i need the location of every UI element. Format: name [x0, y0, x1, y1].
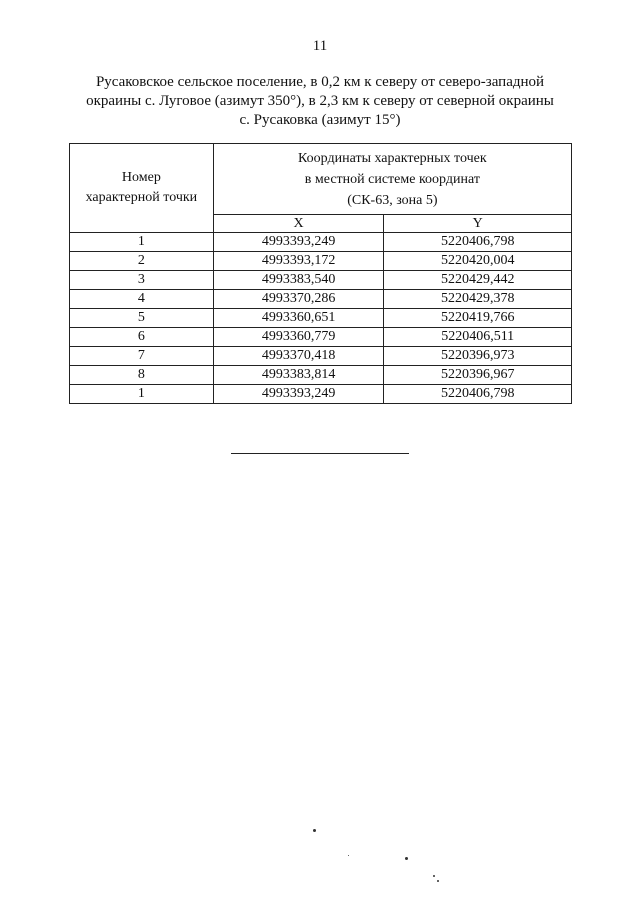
table-row: [70, 290, 572, 309]
y-cell: 5220396,973: [384, 347, 572, 366]
point-cell: 8: [70, 366, 214, 385]
coordinates-header: [213, 144, 571, 215]
table-row: [70, 252, 572, 271]
y-column-header: Y: [384, 215, 572, 233]
x-cell: 4993360,779: [213, 328, 384, 347]
coords-header-line-3: (СК-63, зона 5): [347, 192, 438, 208]
heading-line-1: Русаковское сельское поселение, в 0,2 км к северу от северо-западной: [95, 74, 545, 90]
scan-speck: [437, 880, 439, 882]
point-cell: 3: [70, 271, 214, 290]
point-header-line-1: Номер: [121, 170, 161, 185]
point-cell: 2: [70, 252, 214, 271]
point-cell: 7: [70, 347, 214, 366]
x-cell: 4993370,418: [213, 347, 384, 366]
point-cell: 1: [70, 385, 214, 404]
table-row: [70, 328, 572, 347]
y-cell: 5220420,004: [384, 252, 572, 271]
table-row: [70, 271, 572, 290]
x-cell: 4993383,540: [213, 271, 384, 290]
coords-header-line-2: в местной системе координат: [304, 171, 480, 187]
x-cell: 4993393,249: [213, 233, 384, 252]
x-column-header: X: [213, 215, 384, 233]
heading-line-3: с. Русаковка (азимут 15°): [239, 112, 401, 128]
point-number-header: [70, 144, 214, 233]
page-number: 11: [312, 38, 328, 54]
table-row: [70, 366, 572, 385]
y-cell: 5220429,442: [384, 271, 572, 290]
x-cell: 4993360,651: [213, 309, 384, 328]
x-cell: 4993370,286: [213, 290, 384, 309]
y-cell: 5220406,798: [384, 385, 572, 404]
point-cell: 6: [70, 328, 214, 347]
y-cell: 5220396,967: [384, 366, 572, 385]
y-cell: 5220406,511: [384, 328, 572, 347]
coords-header-line-1: Координаты характерных точек: [298, 150, 487, 166]
point-header-line-2: характерной точки: [85, 190, 198, 205]
table-row: [70, 347, 572, 366]
point-cell: 1: [70, 233, 214, 252]
scan-speck: [348, 855, 349, 856]
y-cell: 5220419,766: [384, 309, 572, 328]
scan-speck: [313, 829, 316, 832]
table-row: [70, 309, 572, 328]
x-cell: 4993393,172: [213, 252, 384, 271]
heading-line-2: окраины с. Луговое (азимут 350°), в 2,3 км к северу от северной окраины: [86, 93, 554, 109]
y-cell: 5220429,378: [384, 290, 572, 309]
coordinates-table: [69, 143, 572, 404]
x-cell: 4993383,814: [213, 366, 384, 385]
point-cell: 4: [70, 290, 214, 309]
scan-speck: [433, 875, 435, 877]
section-divider: [231, 453, 409, 454]
y-cell: 5220406,798: [384, 233, 572, 252]
point-cell: 5: [70, 309, 214, 328]
table-row: [70, 233, 572, 252]
scan-speck: [405, 857, 408, 860]
x-cell: 4993393,249: [213, 385, 384, 404]
table-row: [70, 385, 572, 404]
document-heading: [70, 73, 570, 130]
